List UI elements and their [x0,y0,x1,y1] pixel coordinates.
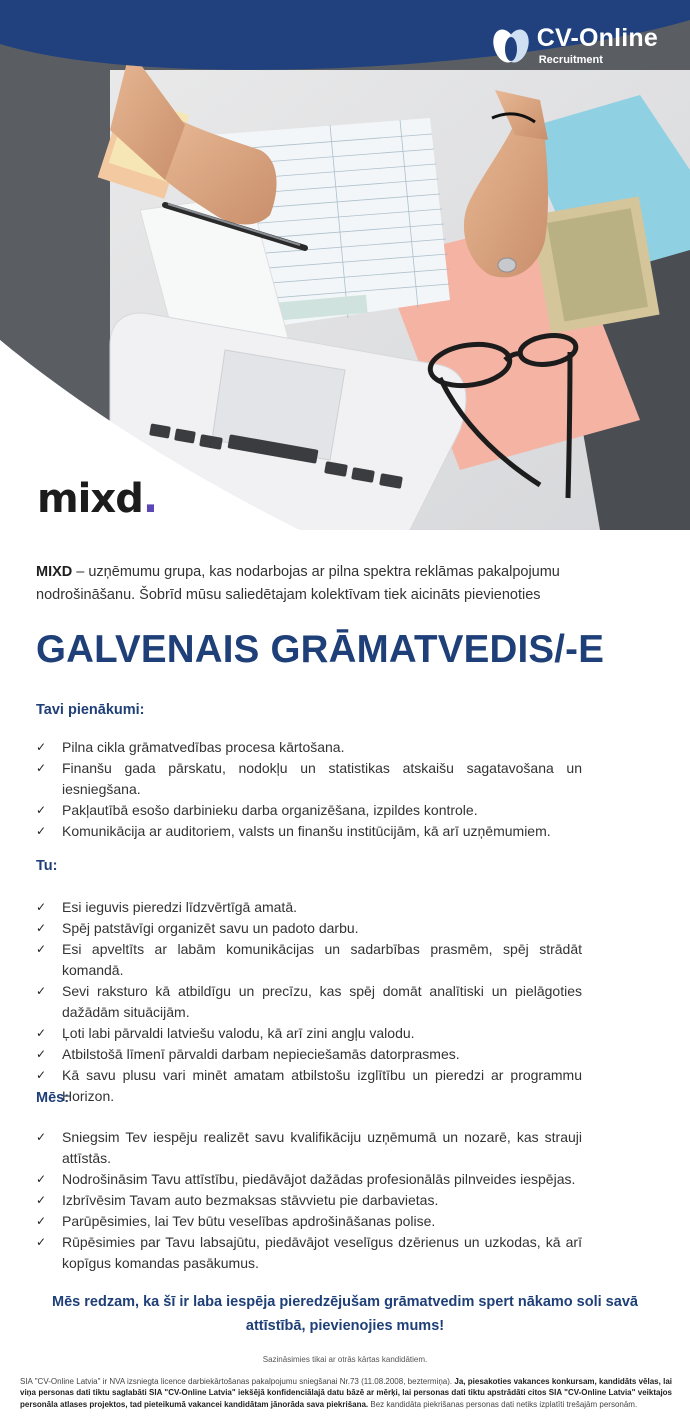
list-item: ✓ Finanšu gada pārskatu, nodokļu un statistikas atskaišu sagatavošana un iesniegšana. [36,760,582,797]
list-item: ✓ Rūpēsimies par Tavu labsajūtu, piedāvājot veselīgus dzērienus un uzkodas, kā arī kopīgus komandas pasākumus. [36,1234,582,1271]
check-icon: ✓ [36,1047,47,1061]
intro-company: MIXD [36,564,73,580]
check-icon: ✓ [36,1172,47,1186]
duties-list [36,737,582,842]
brand-name: CV-Online [536,24,658,52]
check-icon: ✓ [36,1130,47,1144]
check-icon: ✓ [36,1068,47,1082]
hero-photo [0,0,690,530]
list-item: ✓ Pakļautībā esošo darbinieku darba organizēšana, izpildes kontrole. [36,800,582,821]
list-item: ✓ Kā savu plusu vari minēt amatam atbilstošu izglītību un pieredzi ar programmu Horizon. [36,1067,582,1104]
check-icon: ✓ [36,900,47,914]
check-icon: ✓ [36,921,47,935]
check-icon: ✓ [36,761,47,775]
company-logo-dot: . [142,476,158,522]
cv-online-logo-icon [491,27,531,65]
check-icon: ✓ [36,1235,47,1249]
cv-online-brand[interactable] [491,26,658,66]
check-icon: ✓ [36,1193,47,1207]
list-item: ✓ Komunikācija ar auditoriem, valsts un finanšu institūcijām, kā arī uzņēmumiem. [36,821,582,842]
check-icon: ✓ [36,824,47,838]
list-item: ✓ Atbilstošā līmenī pārvaldi darbam nepieciešamās datorprasmes. [36,1044,582,1065]
check-icon: ✓ [36,942,47,956]
check-icon: ✓ [36,740,47,754]
list-item: ✓ Nodrošināsim Tavu attīstību, piedāvājot dažādas profesionālās pilnveides iespējas. [36,1169,582,1190]
list-item: ✓ Ļoti labi pārvaldi latviešu valodu, kā arī zini angļu valodu. [36,1023,582,1044]
list-item: ✓ Esi ieguvis pieredzi līdzvērtīgā amatā. [36,897,582,918]
footer-privacy: Bez kandidāta piekrišanas personas dati netiks izplatīti trešajām personām. [368,1399,638,1409]
intro-text: – uzņēmumu grupa, kas nodarbojas ar pilna spektra reklāmas pakalpojumu nodrošināšanu. Šobrīd mūsu saliedētajam kolektīvam tiek aicināts pievienoties [36,564,560,603]
company-logo [37,476,157,522]
closing-statement: Mēs redzam, ka šī ir laba iespēja pieredzējušam grāmatvedim spert nākamo soli savā attīstībā, pievienojies mums! [52,1294,638,1334]
we-list [36,1127,582,1274]
legal-footer [20,1376,672,1410]
contact-note: Sazināsimies tikai ar otrās kārtas kandidātiem. [262,1355,428,1364]
duties-heading: Tavi pienākumi: [36,702,145,718]
footer-consent: Ja, piesakoties vakances konkursam, kandidāts vēlas, lai viņa personas dati tiktu saglabāti SIA "CV-Online Latvia" iekšējā konfidenciālajā datu bāzē ar mērķi, lai personas dati tiktu apstrādāti citos SIA "CV-Online Latvia" veiktajos personāla atlases projektos, tad pieteikumā vakancei kandidātam jānorāda sava piekrišana. [20,1377,672,1409]
list-item: ✓ Esi apveltīts ar labām komunikācijas un sadarbības prasmēm, spēj strādāt komandā. [36,941,582,978]
hero-banner [0,0,690,530]
brand-sub: Recruitment [538,54,603,66]
we-heading: Mēs: [36,1090,70,1106]
check-icon: ✓ [36,1214,47,1228]
company-logo-text: mixd [37,476,143,522]
you-heading: Tu: [36,858,58,874]
list-item: ✓ Pilna cikla grāmatvedības procesa kārtošana. [36,737,582,758]
list-item: ✓ Sniegsim Tev iespēju realizēt savu kvalifikāciju uzņēmumā un nozarē, kas strauji attīstās. [36,1129,582,1166]
intro-paragraph [36,561,660,607]
list-item: ✓ Izbrīvēsim Tavam auto bezmaksas stāvvietu pie darbavietas. [36,1190,582,1211]
check-icon: ✓ [36,984,47,998]
job-title: GALVENAIS GRĀMATVEDIS/-E [36,628,605,671]
list-item: ✓ Spēj patstāvīgi organizēt savu un padoto darbu. [36,918,582,939]
you-list [36,897,582,1107]
list-item: ✓ Parūpēsimies, lai Tev būtu veselības apdrošināšanas polise. [36,1211,582,1232]
check-icon: ✓ [36,803,47,817]
list-item: ✓ Sevi raksturo kā atbildīgu un precīzu, kas spēj domāt analītiski un pielāgoties dažādām situācijām. [36,983,582,1020]
footer-license: SIA "CV-Online Latvia" ir NVA izsniegta licence darbiekārtošanas pakalpojumu sniegšanai Nr.73 (11.08.2008, beztermiņa). [20,1377,455,1386]
check-icon: ✓ [36,1026,47,1040]
